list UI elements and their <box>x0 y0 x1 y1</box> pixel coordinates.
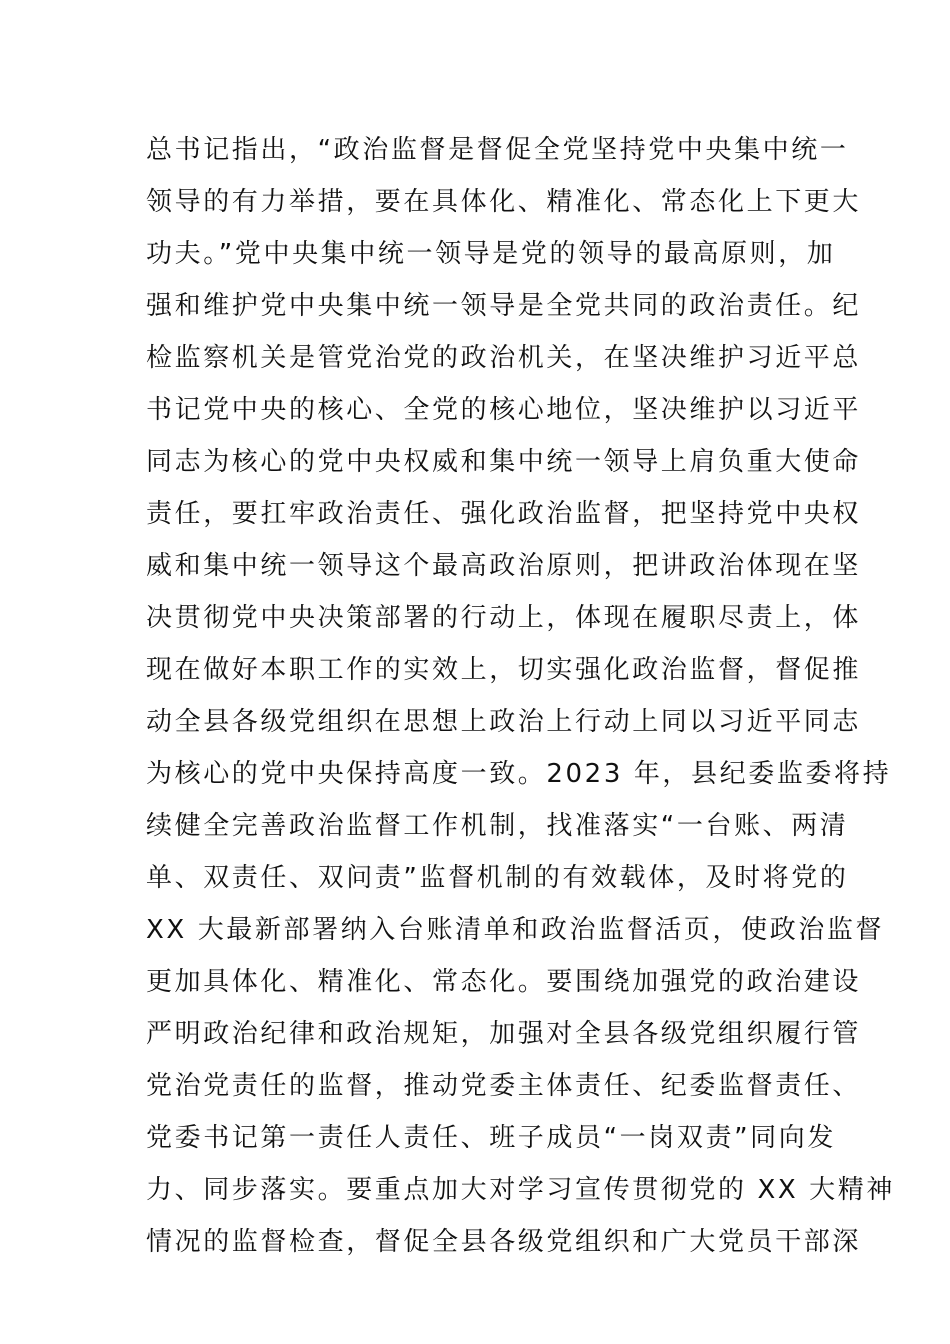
text-line: 现在做好本职工作的实效上，切实强化政治监督，督促推 <box>146 655 862 685</box>
text-line: 更加具体化、精准化、常态化。要围绕加强党的政治建设 <box>146 967 862 997</box>
text-line: 动全县各级党组织在思想上政治上行动上同以习近平同志 <box>146 707 862 737</box>
text-line: 责任，要扛牢政治责任、强化政治监督，把坚持党中央权 <box>146 499 862 529</box>
text-line: 力、同步落实。要重点加大对学习宣传贯彻党的 XX 大精神 <box>146 1175 895 1205</box>
text-line: 检监察机关是管党治党的政治机关，在坚决维护习近平总 <box>146 343 862 373</box>
text-line: 严明政治纪律和政治规矩，加强对全县各级党组织履行管 <box>146 1019 862 1049</box>
text-line: 续健全完善政治监督工作机制，找准落实“一台账、两清 <box>146 811 849 841</box>
text-line: 强和维护党中央集中统一领导是全党共同的政治责任。纪 <box>146 291 862 321</box>
text-line: 情况的监督检查，督促全县各级党组织和广大党员干部深 <box>146 1227 862 1257</box>
text-line: 党委书记第一责任人责任、班子成员“一岗双责”同向发 <box>146 1123 836 1153</box>
text-line: 总书记指出，“政治监督是督促全党坚持党中央集中统一 <box>146 135 849 165</box>
text-line: 书记党中央的核心、全党的核心地位，坚决维护以习近平 <box>146 395 862 425</box>
text-line: 功夫。”党中央集中统一领导是党的领导的最高原则，加 <box>146 239 836 269</box>
text-line: 为核心的党中央保持高度一致。2023 年，县纪委监委将持 <box>146 759 892 789</box>
text-line: 党治党责任的监督，推动党委主体责任、纪委监督责任、 <box>146 1071 862 1101</box>
text-line: 单、双责任、双问责”监督机制的有效载体，及时将党的 <box>146 863 849 893</box>
text-line: 领导的有力举措，要在具体化、精准化、常态化上下更大 <box>146 187 862 217</box>
text-line: 决贯彻党中央决策部署的行动上，体现在履职尽责上，体 <box>146 603 862 633</box>
text-line: 同志为核心的党中央权威和集中统一领导上肩负重大使命 <box>146 447 862 477</box>
text-line: 威和集中统一领导这个最高政治原则，把讲政治体现在坚 <box>146 551 862 581</box>
body-text <box>146 124 895 1268</box>
text-line: XX 大最新部署纳入台账清单和政治监督活页，使政治监督 <box>146 915 885 945</box>
